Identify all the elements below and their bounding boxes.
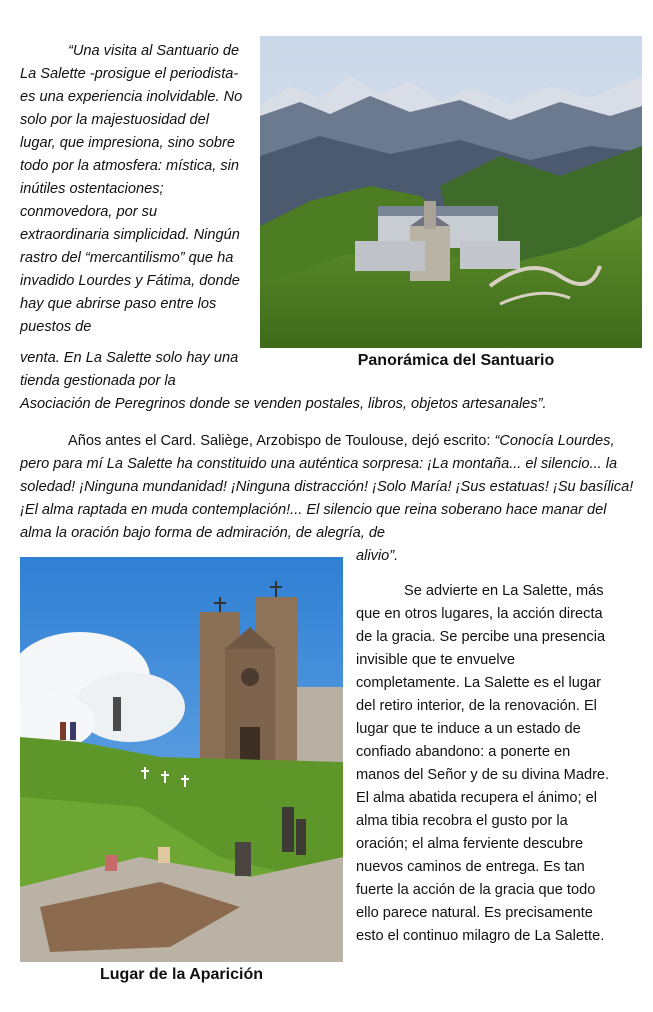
- journalist-quote: “Una visita al Santuario de La Salette -prosigue el periodista- es una experiencia inolvidable. No solo por la majestuosidad del lugar, que impresiona, sino sobre todo por la atmosfera: mística, sin inútiles ostentaciones; conmovedora, por su extraordinaria simplicidad. Ningún rastro del “mercantilismo” que ha invadido Lourdes y Fátima, donde hay que abrirse paso entre los puestos de: [20, 43, 243, 335]
- journalist-quote-line: Asociación de Peregrinos donde se venden postales, libros, objetos artesanales”.: [20, 396, 547, 412]
- grace-paragraph: Se advierte en La Salette, más que en otros lugares, la acción directa de la gracia. Se percibe una presencia invisible que te envuelve completamente. La Salette es el lugar del retiro interior, de la renovación. El lugar que te induce a un estado de confiado abandono: a ponerte en manos del Señor y de su divina Madre. El alma abatida recupera el ánimo; el alma tibia recobra el gusto por la oración; el alma ferviente descubre nuevos caminos de entrega. Es tan fuerte la acción de la gracia que todo ello parece natural. Es precisamente esto el continuo milagro de La Salette.: [356, 583, 610, 944]
- saliege-paragraph: Años antes el Card. Saliège, Arzobispo de Toulouse, dejó escrito: “Conocía Lourdes, pero para mí La Salette ha constituido una auténtica sorpresa: ¡La montaña... el silencio... la soledad! ¡Ninguna mundanidad! ¡Ninguna distracción! ¡Solo María! ¡Sus estatuas! ¡Su basílica! ¡El alma raptada en muda contemplación!... El silencio que reina soberano hace manar del alma la oración bajo forma de admiración, de alegría, de: [20, 433, 634, 541]
- journalist-quote-line: tienda gestionada por la: [20, 373, 176, 389]
- sanctuary-panorama-photo: [260, 36, 642, 348]
- apparition-photo-caption: Lugar de la Aparición: [100, 966, 263, 983]
- apparition-site-photo: [20, 557, 343, 962]
- saliege-quote-end: alivio”.: [356, 548, 399, 564]
- journalist-quote-line: venta. En La Salette solo hay una: [20, 350, 239, 366]
- sanctuary-photo-caption: Panorámica del Santuario: [357, 352, 555, 369]
